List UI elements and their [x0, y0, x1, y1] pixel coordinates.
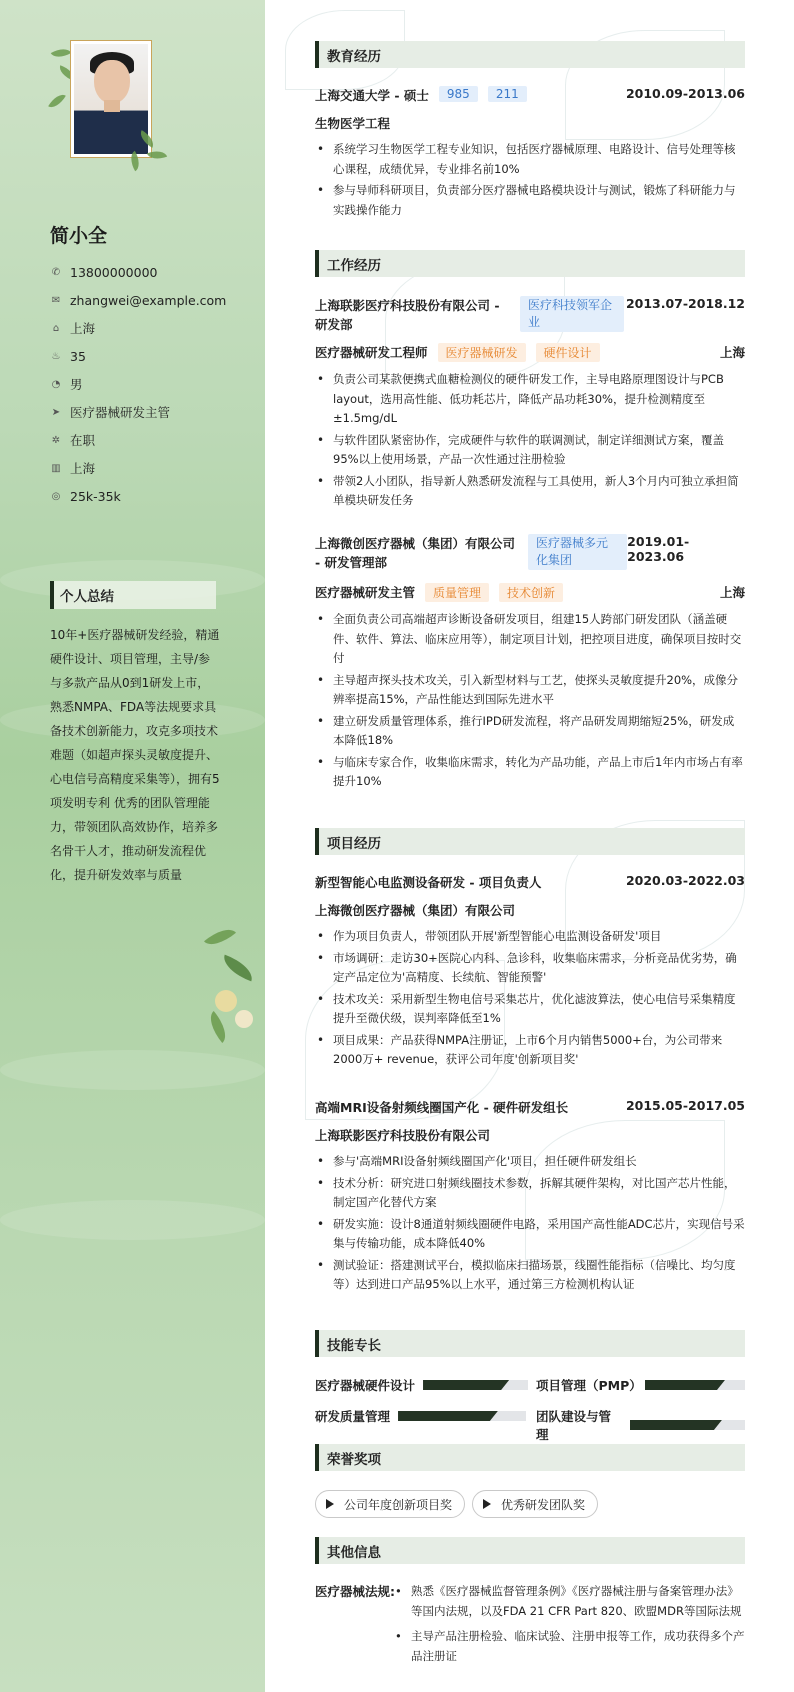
company-name: 上海联影医疗科技股份有限公司 - 研发部: [315, 298, 500, 332]
main-content: [265, 0, 794, 1692]
candidate-name: 简小全: [50, 225, 108, 247]
project-row: [315, 1098, 745, 1116]
summary-heading: 个人总结: [50, 581, 216, 609]
info-value: zhangwei@example.com: [70, 292, 227, 308]
info-item: [50, 398, 250, 426]
info-value: 25k-35k: [70, 488, 121, 504]
skill-name: 团队建设与管理: [536, 1409, 612, 1442]
skills-heading: 技能专长: [315, 1330, 745, 1357]
role-tag: 质量管理: [425, 583, 489, 602]
education-date: 2010.09-2013.06: [625, 86, 745, 101]
list-item: • 全面负责公司高端超声诊断设备研发项目，组建15人跨部门研发团队（涵盖硬件、软件、算法、临床应用等），制定项目计划，把控项目进度，确保项目按时交付: [315, 610, 745, 669]
other-label: 医疗器械法规:: [315, 1584, 395, 1599]
award-label: 公司年度创新项目奖: [344, 1497, 453, 1512]
project-name: 高端MRI设备射频线圈国产化 - 硬件研发组长: [315, 1100, 569, 1115]
list-item: • 市场调研：走访30+医院心内科、急诊科，收集临床需求，分析竞品优劣势，确定产品定位为'高精度、长续航、智能预警': [315, 949, 745, 988]
skill-bar: [630, 1420, 745, 1430]
info-value: 上海: [70, 461, 96, 476]
list-item: • 作为项目负责人，带领团队开展'新型智能心电监测设备研发'项目: [315, 927, 745, 947]
info-item: [50, 426, 250, 454]
education-bullets: [315, 140, 745, 222]
job-row: [315, 534, 745, 572]
skill-bar: [645, 1380, 745, 1390]
school-tag-985: 985: [439, 86, 478, 102]
project-org: 上海微创医疗器械（集团）有限公司: [315, 903, 516, 918]
project-name: 新型智能心电监测设备研发 - 项目负责人: [315, 875, 542, 890]
info-value: 35: [70, 348, 86, 364]
skill-bar: [423, 1380, 528, 1390]
list-item: • 负责公司某款便携式血糖检测仪的硬件研发工作，主导电路原理图设计与PCB layout，选用高性能、低功耗芯片，降低产品功耗30%，提升检测精度至±1.5mg/dL: [315, 370, 745, 429]
award-badge: [315, 1490, 465, 1518]
job-row: [315, 296, 745, 334]
info-value: 13800000000: [70, 264, 158, 280]
info-value: 医疗器械研发主管: [70, 405, 171, 420]
info-value: 上海: [70, 321, 96, 336]
info-item: [50, 342, 250, 370]
list-item: • 参与'高端MRI设备射频线圈国产化'项目，担任硬件研发组长: [315, 1152, 745, 1172]
list-item: • 技术攻关：采用新型生物电信号采集芯片，优化滤波算法，使心电信号采集精度提升至微伏级，误判率降低至1%: [315, 990, 745, 1029]
skill-item: [536, 1407, 745, 1443]
role-tag: 硬件设计: [536, 343, 600, 362]
phone-icon: ✆: [51, 266, 61, 278]
list-item: • 研发实施：设计8通道射频线圈硬件电路，采用国产高性能ADC芯片，实现信号采集与传输功能，成本降低40%: [315, 1215, 745, 1254]
summary-text: 10年+医疗器械研发经验，精通硬件设计、项目管理，主导/参与多款产品从0到1研发上市，熟悉NMPA、FDA等法规要求具备技术创新能力，攻克多项技术难题（如超声探头灵敏度提升、心电信号高精度采集等），拥有5项发明专利 优秀的团队管理能力，带领团队高效协作，培养多名骨干人才，推动研发流程优化，提升研发效率与质量: [50, 628, 220, 882]
company-tag: 医疗科技领军企业: [520, 296, 624, 332]
skill-item: [315, 1407, 526, 1425]
award-badge: [472, 1490, 598, 1518]
list-item: • 熟悉《医疗器械监督管理条例》《医疗器械注册与备案管理办法》等国内法规，以及FDA 21 CFR Part 820、欧盟MDR等国际法规: [393, 1582, 745, 1621]
education-heading: 教育经历: [315, 41, 745, 68]
role-tag: 技术创新: [499, 583, 563, 602]
list-item: • 与软件团队紧密协作，完成硬件与软件的联调测试，制定详细测试方案，覆盖95%以上使用场景，产品一次性通过注册检验: [315, 431, 745, 470]
job-date: 2013.07-2018.12: [625, 296, 745, 311]
role-row: [315, 343, 745, 362]
project-row: [315, 873, 745, 891]
status-icon: ✲: [51, 434, 61, 446]
list-item: • 参与导师科研项目，负责部分医疗器械电路模块设计与测试，锻炼了科研能力与实践操作能力: [315, 181, 745, 220]
skill-item: [536, 1376, 745, 1394]
project-bullets: [315, 927, 745, 1072]
salary-icon: ◎: [51, 490, 61, 502]
flower-decoration: [195, 920, 265, 1050]
job-date: 2019.01-2023.06: [627, 534, 690, 564]
education-major: 生物医学工程: [315, 116, 391, 131]
list-item: • 测试验证：搭建测试平台，模拟临床扫描场景，线圈性能指标（信噪比、均匀度等）达到进口产品95%以上水平，通过第三方检测机构认证: [315, 1256, 745, 1295]
awards-heading: 荣誉奖项: [315, 1444, 745, 1471]
contact-info-list: [50, 258, 250, 510]
work-heading: 工作经历: [315, 250, 745, 277]
job-city: 上海: [719, 345, 745, 360]
list-item: • 带领2人小团队，指导新人熟悉研发流程与工具使用，新人3个月内可独立承担简单模块研发任务: [315, 472, 745, 511]
job-city: 上海: [719, 585, 745, 600]
school-tag-211: 211: [488, 86, 527, 102]
info-item: [50, 314, 250, 342]
info-value: 在职: [70, 433, 96, 448]
summary-section: [50, 581, 220, 887]
projects-heading: 项目经历: [315, 828, 745, 855]
list-item: • 项目成果：产品获得NMPA注册证，上市6个月内销售5000+台，为公司带来2000万+ revenue，获评公司年度'创新项目奖': [315, 1031, 745, 1070]
avatar: [74, 44, 148, 154]
info-value: 男: [70, 377, 83, 392]
other-bullets: [393, 1582, 745, 1672]
info-item: [50, 454, 250, 482]
job-role: 医疗器械研发主管: [315, 585, 416, 600]
skill-item: [315, 1376, 528, 1394]
gender-icon: ◔: [51, 378, 61, 390]
list-item: • 与临床专家合作，收集临床需求，转化为产品功能，产品上市后1年内市场占有率提升10%: [315, 753, 745, 792]
list-item: • 主导超声探头技术攻关，引入新型材料与工艺，使探头灵敏度提升20%，成像分辨率提高15%，产品性能达到国际先进水平: [315, 671, 745, 710]
skill-name: 医疗器械硬件设计: [315, 1378, 416, 1393]
project-bullets: [315, 1152, 745, 1297]
other-heading: 其他信息: [315, 1537, 745, 1564]
company-name: 上海微创医疗器械（集团）有限公司 - 研发管理部: [315, 536, 516, 570]
info-item: [50, 258, 250, 286]
send-icon: ➤: [51, 406, 61, 418]
list-item: • 系统学习生物医学工程专业知识，包括医疗器械原理、电路设计、信号处理等核心课程，成绩优异，专业排名前10%: [315, 140, 745, 179]
info-item: [50, 370, 250, 398]
skill-name: 项目管理（PMP）: [536, 1378, 642, 1393]
project-org: 上海联影医疗科技股份有限公司: [315, 1128, 491, 1143]
role-tag: 医疗器械研发: [438, 343, 526, 362]
project-date: 2020.03-2022.03: [625, 873, 745, 888]
info-item: [50, 482, 250, 510]
company-tag: 医疗器械多元化集团: [528, 534, 627, 570]
info-item: [50, 286, 250, 314]
mail-icon: ✉: [51, 294, 61, 306]
profile-photo: [52, 38, 152, 162]
education-row: [315, 86, 745, 104]
skill-name: 研发质量管理: [315, 1409, 391, 1424]
role-row: [315, 583, 745, 602]
play-icon: [483, 1499, 491, 1509]
award-label: 优秀研发团队奖: [501, 1497, 586, 1512]
job-role: 医疗器械研发工程师: [315, 345, 428, 360]
school-name: 上海交通大学 - 硕士: [315, 88, 429, 103]
job-bullets: [315, 370, 745, 513]
cake-icon: ♨: [51, 350, 61, 362]
sidebar: [0, 0, 265, 1692]
list-item: • 技术分析：研究进口射频线圈技术参数，拆解其硬件架构，对比国产芯片性能，制定国产化替代方案: [315, 1174, 745, 1213]
play-icon: [326, 1499, 334, 1509]
job-bullets: [315, 610, 745, 794]
skill-bar: [398, 1411, 526, 1421]
building-icon: ▥: [51, 462, 61, 474]
project-date: 2015.05-2017.05: [625, 1098, 745, 1113]
list-item: • 建立研发质量管理体系，推行IPD研发流程，将产品研发周期缩短25%，研发成本降低18%: [315, 712, 745, 751]
list-item: • 主导产品注册检验、临床试验、注册申报等工作，成功获得多个产品注册证: [393, 1627, 745, 1666]
home-icon: ⌂: [52, 322, 60, 334]
